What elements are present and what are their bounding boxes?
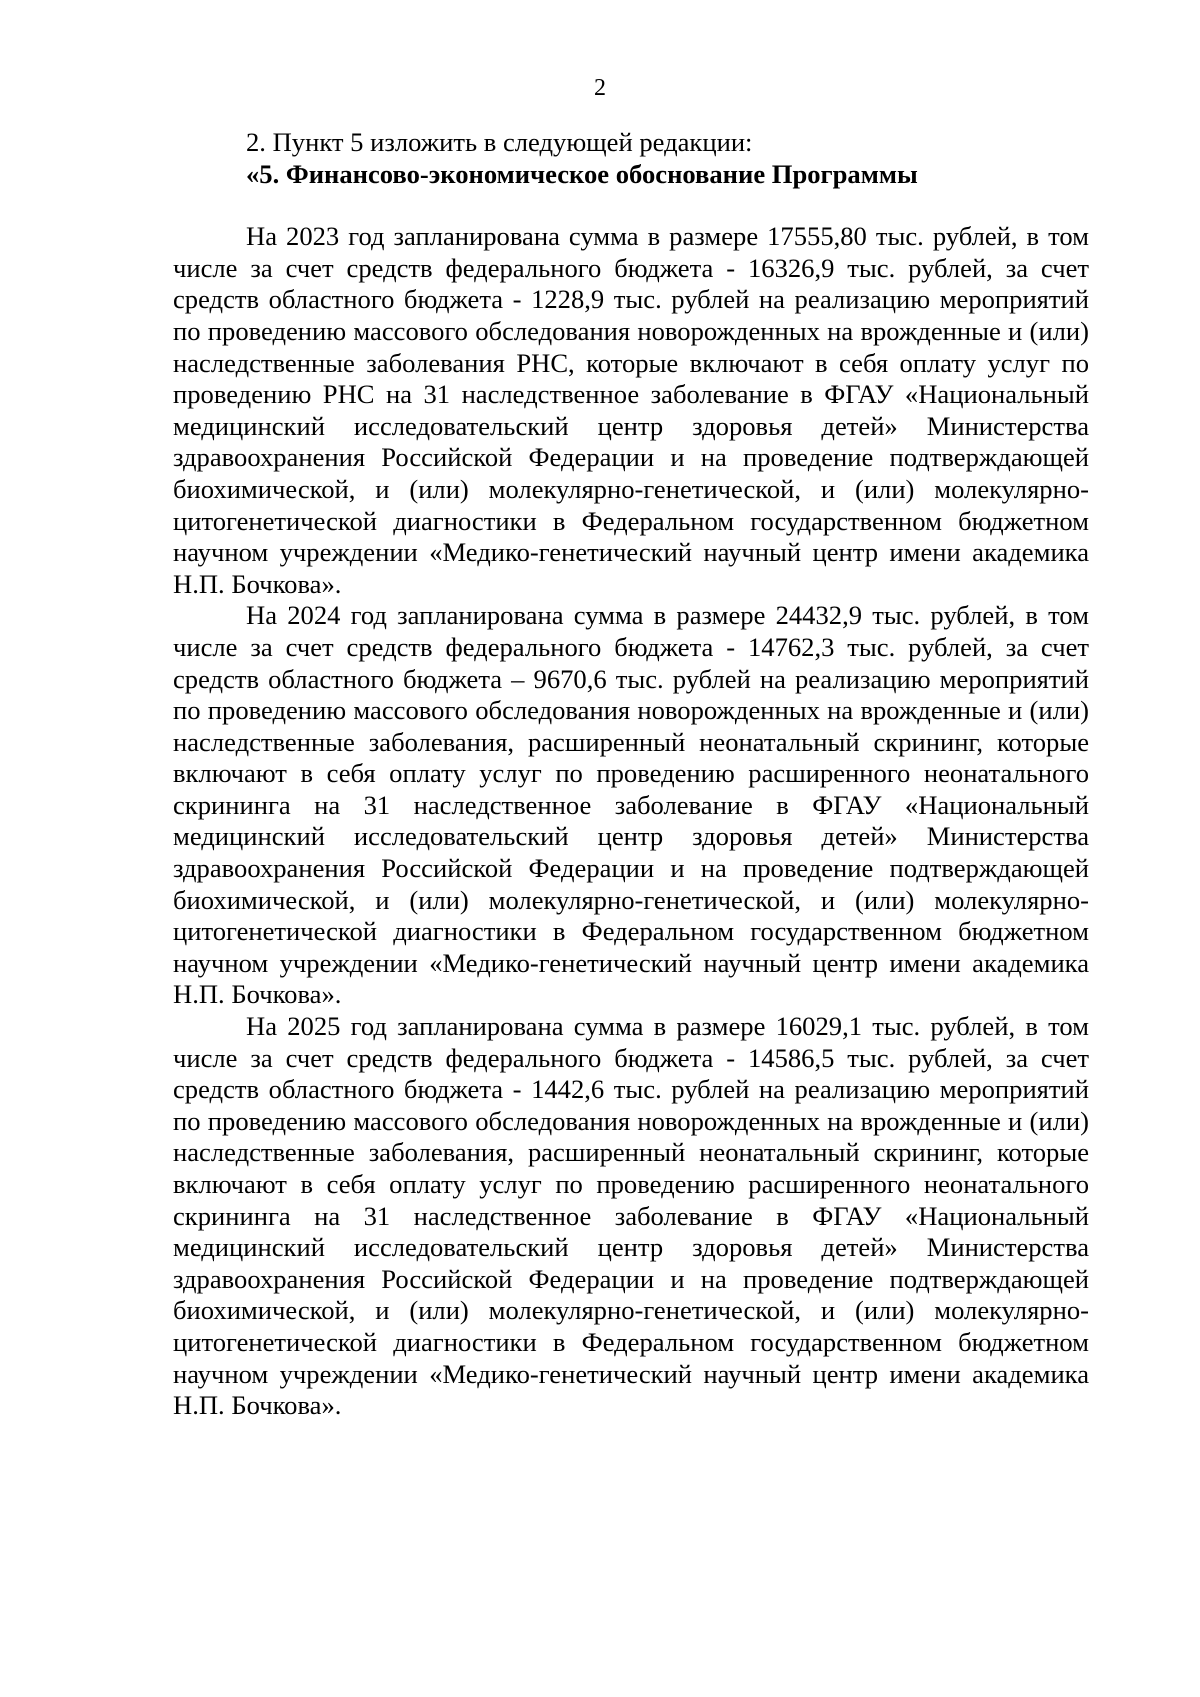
page-number: 2 — [594, 75, 606, 101]
paragraph-2024: На 2024 год запланирована сумма в размере 24432,9 тыс. рублей, в том числе за счет средств федерального бюджета - 14762,3 тыс. рублей, за счет средств областного бюджета – 9670,6 тыс. рублей на реализацию мероприятий по проведению массового обследования новорожденных на врожденные и (или) наследственные заболевания, расширенный неонатальный скрининг, которые включают в себя оплату услуг по проведению расширенного неонатального скрининга на 31 наследственное заболевание в ФГАУ «Национальный медицинский исследовательский центр здоровья детей» Министерства здравоохранения Российской Федерации и на проведение подтверждающей биохимической, и (или) молекулярно-генетической, и (или) молекулярно-цитогенетической диагностики в Федеральном государственном бюджетном научном учреждении «Медико-генетический научный центр имени академика Н.П. Бочкова». — [173, 600, 1089, 1010]
section-heading: «5. Финансово-экономическое обоснование Программы — [246, 158, 918, 189]
heading-spacer — [173, 190, 1089, 221]
amendment-intro: 2. Пункт 5 изложить в следующей редакции: — [246, 127, 753, 157]
document-body — [173, 127, 1089, 1422]
paragraph-2023: На 2023 год запланирована сумма в размере 17555,80 тыс. рублей, в том числе за счет средств федерального бюджета - 16326,9 тыс. рублей, за счет средств областного бюджета - 1228,9 тыс. рублей на реализацию мероприятий по проведению массового обследования новорожденных на врожденные и (или) наследственные заболевания РНС, которые включают в себя оплату услуг по проведению РНС на 31 наследственное заболевание в ФГАУ «Национальный медицинский исследовательский центр здоровья детей» Министерства здравоохранения Российской Федерации и на проведение подтверждающей биохимической, и (или) молекулярно-генетической, и (или) молекулярно-цитогенетической диагностики в Федеральном государственном бюджетном научном учреждении «Медико-генетический научный центр имени академика Н.П. Бочкова». — [173, 221, 1089, 599]
paragraph-2025: На 2025 год запланирована сумма в размере 16029,1 тыс. рублей, в том числе за счет средств федерального бюджета - 14586,5 тыс. рублей, за счет средств областного бюджета - 1442,6 тыс. рублей на реализацию мероприятий по проведению массового обследования новорожденных на врожденные и (или) наследственные заболевания, расширенный неонатальный скрининг, которые включают в себя оплату услуг по проведению расширенного неонатального скрининга на 31 наследственное заболевание в ФГАУ «Национальный медицинский исследовательский центр здоровья детей» Министерства здравоохранения Российской Федерации и на проведение подтверждающей биохимической, и (или) молекулярно-генетической, и (или) молекулярно-цитогенетической диагностики в Федеральном государственном бюджетном научном учреждении «Медико-генетический научный центр имени академика Н.П. Бочкова». — [173, 1011, 1089, 1421]
